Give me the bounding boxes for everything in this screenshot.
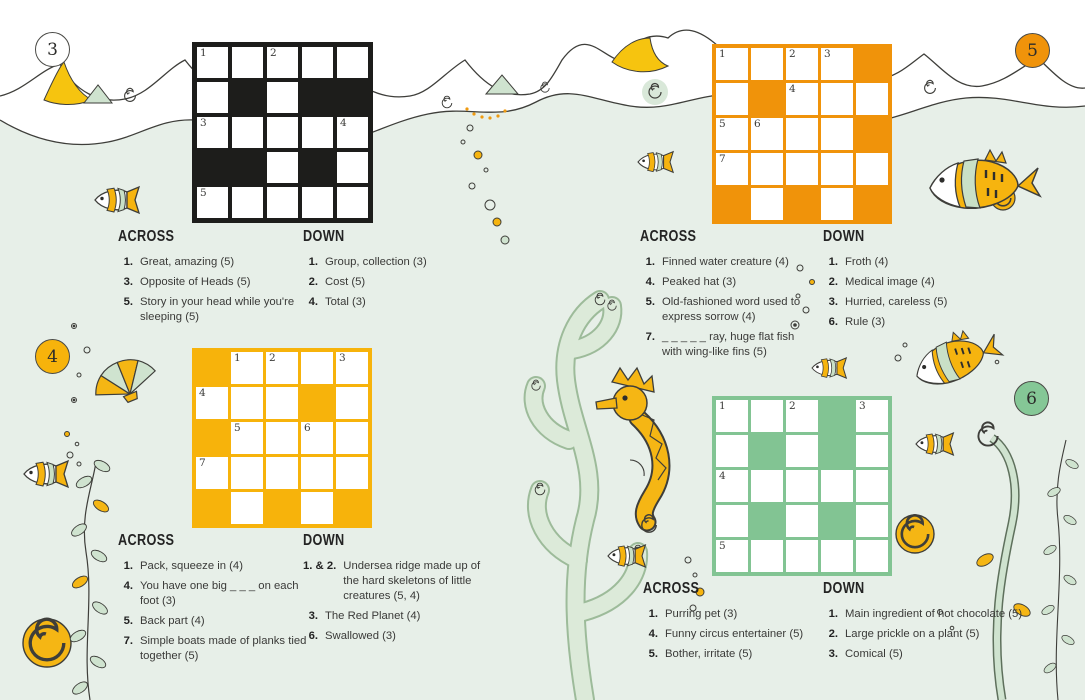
page-badge-4 — [35, 339, 70, 374]
grid-cell-block — [232, 152, 263, 183]
grid-cell[interactable] — [856, 83, 888, 115]
grid-cell[interactable] — [821, 540, 853, 572]
clue-text: Purring pet (3) — [665, 608, 738, 620]
grid-cell[interactable] — [716, 470, 748, 502]
clue-number: 5. — [123, 295, 133, 308]
grid-cell[interactable] — [267, 47, 298, 78]
grid-cell-block — [786, 188, 818, 220]
grid-cell[interactable] — [821, 470, 853, 502]
cell-number: 7 — [199, 457, 206, 469]
cell-number: 4 — [719, 470, 726, 482]
grid-cell[interactable] — [197, 47, 228, 78]
grid-cell[interactable] — [197, 187, 228, 218]
grid-cell-block — [301, 387, 333, 419]
clue-text: Pack, squeeze in (4) — [140, 560, 243, 572]
grid-cell[interactable] — [786, 153, 818, 185]
grid-cell[interactable] — [751, 153, 783, 185]
grid-cell[interactable] — [231, 457, 263, 489]
grid-cell-block — [751, 83, 783, 115]
grid-cell[interactable] — [337, 117, 368, 148]
cell-number: 2 — [789, 48, 796, 60]
grid-cell-block — [302, 152, 333, 183]
clues-heading: ACROSS — [643, 580, 700, 597]
clue-item — [823, 607, 1078, 622]
clue-number: 4. — [648, 627, 658, 640]
clue-item — [643, 607, 828, 622]
clue-item — [640, 255, 812, 270]
grid-cell[interactable] — [821, 48, 853, 80]
grid-cell-block — [856, 48, 888, 80]
cell-number: 6 — [754, 118, 761, 130]
clue-item — [823, 255, 983, 270]
clue-number: 6. — [308, 629, 318, 642]
grid-cell[interactable] — [786, 118, 818, 150]
clue-item — [118, 579, 308, 609]
clue-text: Rule (3) — [845, 315, 886, 328]
clue-item — [640, 295, 812, 325]
puzzle-5-down-clues — [823, 228, 983, 335]
clues-heading: DOWN — [823, 580, 865, 597]
cell-number: 1 — [200, 47, 207, 59]
grid-cell[interactable] — [751, 118, 783, 150]
clue-number: 3. — [828, 647, 838, 660]
clue-text: Medical image (4) — [845, 275, 935, 288]
grid-cell[interactable] — [821, 153, 853, 185]
puzzle-4-down-clues — [303, 532, 481, 649]
clue-number: 5. — [123, 614, 133, 627]
clue-text: Simple boats made of planks tied together (5) — [140, 634, 307, 662]
cell-number: 1 — [719, 48, 726, 60]
cell-number: 3 — [339, 352, 346, 364]
clue-item — [823, 647, 1078, 662]
grid-cell-block — [716, 188, 748, 220]
grid-cell[interactable] — [196, 387, 228, 419]
puzzle-4-across-clues — [118, 532, 308, 668]
grid-cell[interactable] — [751, 188, 783, 220]
clue-item — [303, 275, 468, 290]
grid-cell-block — [266, 492, 298, 524]
grid-cell[interactable] — [716, 153, 748, 185]
clue-number: 6. — [828, 315, 838, 328]
clue-item — [640, 275, 812, 290]
clue-number: 1. — [123, 560, 133, 572]
cell-number: 5 — [719, 540, 726, 552]
grid-cell[interactable] — [751, 540, 783, 572]
grid-cell[interactable] — [267, 152, 298, 183]
grid-cell[interactable] — [751, 48, 783, 80]
clue-text: Large prickle on a plant (5) — [845, 627, 980, 640]
puzzle-6-across-clues — [643, 580, 828, 667]
cell-number: 3 — [824, 48, 831, 60]
clue-item — [640, 330, 812, 360]
grid-cell[interactable] — [266, 457, 298, 489]
grid-cell[interactable] — [337, 152, 368, 183]
clue-item — [643, 627, 828, 642]
grid-cell-block — [856, 188, 888, 220]
grid-cell[interactable] — [267, 187, 298, 218]
grid-cell[interactable] — [231, 422, 263, 454]
page-badge-3 — [35, 32, 70, 67]
clue-text: You have one big _ _ _ on each foot (3) — [140, 579, 299, 607]
cell-number: 2 — [269, 352, 276, 364]
grid-cell-block — [751, 505, 783, 537]
clue-text: Froth (4) — [845, 256, 889, 268]
clue-number: 7. — [645, 330, 655, 343]
clue-item — [823, 315, 983, 330]
grid-cell[interactable] — [232, 117, 263, 148]
clue-text: Cost (5) — [325, 275, 366, 288]
grid-cell[interactable] — [337, 187, 368, 218]
page-number: 5 — [1027, 40, 1038, 61]
grid-cell-block — [196, 422, 228, 454]
grid-cell[interactable] — [301, 422, 333, 454]
clue-item — [118, 634, 308, 664]
grid-cell[interactable] — [197, 82, 228, 113]
grid-cell[interactable] — [716, 48, 748, 80]
cell-number: 5 — [234, 422, 241, 434]
clue-item — [118, 275, 300, 290]
grid-cell[interactable] — [196, 457, 228, 489]
grid-cell[interactable] — [301, 352, 333, 384]
clue-number: 1. — [648, 608, 658, 620]
clue-item — [118, 559, 308, 574]
clue-text: Main ingredient of hot chocolate (5) — [845, 608, 1023, 620]
grid-cell-block — [196, 352, 228, 384]
grid-cell-block — [821, 435, 853, 467]
grid-cell-block — [302, 82, 333, 113]
clue-number: 3. — [123, 275, 133, 288]
clue-number: 1. — [828, 256, 838, 268]
clue-number: 1. — [308, 256, 318, 268]
clue-text: Total (3) — [325, 295, 366, 308]
grid-cell[interactable] — [856, 505, 888, 537]
cell-number: 3 — [200, 117, 207, 129]
clue-item — [303, 255, 468, 270]
grid-cell[interactable] — [751, 470, 783, 502]
grid-cell[interactable] — [786, 470, 818, 502]
cell-number: 5 — [200, 187, 207, 199]
clue-text: Swallowed (3) — [325, 629, 396, 642]
grid-cell[interactable] — [716, 400, 748, 432]
clue-number: 3. — [308, 609, 318, 622]
cell-number: 1 — [234, 352, 241, 364]
clue-number: 5. — [645, 295, 655, 308]
clue-number: 1. — [645, 256, 655, 268]
page-badge-6 — [1014, 381, 1049, 416]
clue-text: _ _ _ _ _ ray, huge flat fish with wing-like fins (5) — [662, 330, 795, 358]
page-number: 3 — [47, 39, 58, 60]
cell-number: 2 — [270, 47, 277, 59]
grid-cell[interactable] — [231, 387, 263, 419]
grid-cell-block — [856, 118, 888, 150]
grid-cell[interactable] — [267, 82, 298, 113]
grid-cell[interactable] — [716, 505, 748, 537]
grid-cell[interactable] — [786, 83, 818, 115]
cell-number: 2 — [789, 400, 796, 412]
clue-text: Opposite of Heads (5) — [140, 275, 251, 288]
grid-cell[interactable] — [302, 187, 333, 218]
cell-number: 7 — [719, 153, 726, 165]
clue-number: 4. — [645, 275, 655, 288]
clues-heading: ACROSS — [640, 228, 697, 245]
page-badge-5 — [1015, 33, 1050, 68]
cell-number: 3 — [859, 400, 866, 412]
grid-cell[interactable] — [266, 422, 298, 454]
grid-cell[interactable] — [856, 435, 888, 467]
grid-cell[interactable] — [786, 400, 818, 432]
clue-number: 1. — [828, 608, 838, 620]
grid-cell-block — [337, 82, 368, 113]
puzzle-5-across-clues — [640, 228, 812, 364]
grid-cell[interactable] — [302, 117, 333, 148]
grid-cell[interactable] — [336, 457, 368, 489]
clue-number: 4. — [308, 295, 318, 308]
grid-cell[interactable] — [856, 153, 888, 185]
clue-text: The Red Planet (4) — [325, 609, 421, 622]
cell-number: 4 — [789, 83, 796, 95]
grid-cell-block — [196, 492, 228, 524]
crossword-grid-3[interactable] — [192, 42, 373, 223]
clue-text: Hurried, careless (5) — [845, 295, 948, 308]
grid-cell-block — [336, 492, 368, 524]
clue-item — [303, 295, 468, 310]
grid-cell[interactable] — [786, 48, 818, 80]
clue-item — [823, 275, 983, 290]
grid-cell[interactable] — [231, 492, 263, 524]
clues-heading: ACROSS — [118, 532, 175, 549]
clue-text: Great, amazing (5) — [140, 256, 235, 268]
grid-cell[interactable] — [786, 540, 818, 572]
clue-item — [303, 559, 481, 604]
grid-cell[interactable] — [336, 422, 368, 454]
grid-cell[interactable] — [856, 470, 888, 502]
grid-cell-block — [751, 435, 783, 467]
clues-heading: DOWN — [303, 532, 345, 549]
grid-cell[interactable] — [856, 400, 888, 432]
clue-number: 5. — [648, 647, 658, 660]
clues-heading: ACROSS — [118, 228, 175, 245]
grid-cell[interactable] — [856, 540, 888, 572]
grid-cell[interactable] — [197, 117, 228, 148]
grid-cell[interactable] — [302, 47, 333, 78]
clue-text: Old-fashioned word used to express sorrow (4) — [662, 295, 801, 323]
grid-cell[interactable] — [231, 352, 263, 384]
clue-text: Peaked hat (3) — [662, 275, 737, 288]
clues-heading: DOWN — [823, 228, 865, 245]
clue-text: Finned water creature (4) — [662, 256, 789, 268]
clue-text: Comical (5) — [845, 647, 903, 660]
grid-cell[interactable] — [786, 435, 818, 467]
cell-number: 1 — [719, 400, 726, 412]
clue-text: Funny circus entertainer (5) — [665, 627, 804, 640]
grid-cell-block — [197, 152, 228, 183]
grid-cell[interactable] — [716, 83, 748, 115]
grid-cell[interactable] — [786, 505, 818, 537]
clue-number: 1. & 2. — [303, 560, 337, 572]
clue-number: 2. — [828, 275, 838, 288]
clues-heading: DOWN — [303, 228, 345, 245]
clue-text: Group, collection (3) — [325, 256, 427, 268]
grid-cell[interactable] — [232, 187, 263, 218]
grid-cell-block — [821, 400, 853, 432]
grid-cell[interactable] — [716, 540, 748, 572]
clue-item — [303, 629, 481, 644]
grid-cell[interactable] — [232, 47, 263, 78]
grid-cell[interactable] — [267, 117, 298, 148]
clue-number: 7. — [123, 634, 133, 647]
clue-number: 4. — [123, 579, 133, 592]
cell-number: 4 — [199, 387, 206, 399]
grid-cell[interactable] — [336, 387, 368, 419]
grid-cell-block — [821, 505, 853, 537]
clue-text: Bother, irritate (5) — [665, 647, 753, 660]
page-number: 4 — [47, 346, 58, 367]
grid-cell[interactable] — [716, 118, 748, 150]
clue-item — [118, 295, 300, 325]
cell-number: 4 — [340, 117, 347, 129]
crossword-grid-4[interactable] — [192, 348, 372, 528]
grid-cell-block — [232, 82, 263, 113]
puzzle-3-across-clues — [118, 228, 300, 330]
clue-number: 3. — [828, 295, 838, 308]
clue-item — [118, 614, 308, 629]
crossword-grid-5[interactable] — [712, 44, 892, 224]
clue-number: 2. — [308, 275, 318, 288]
clue-item — [118, 255, 300, 270]
puzzle-3-down-clues — [303, 228, 468, 315]
grid-cell[interactable] — [716, 435, 748, 467]
grid-cell[interactable] — [821, 118, 853, 150]
cell-number: 6 — [304, 422, 311, 434]
clue-number: 2. — [828, 627, 838, 640]
clue-item — [823, 295, 983, 310]
grid-cell[interactable] — [751, 400, 783, 432]
clue-item — [303, 609, 481, 624]
page-number: 6 — [1026, 388, 1037, 409]
grid-cell[interactable] — [821, 188, 853, 220]
grid-cell[interactable] — [821, 83, 853, 115]
clue-item — [643, 647, 828, 662]
clue-text: Undersea ridge made up of the hard skeletons of little creatures (5, 4) — [343, 560, 481, 602]
grid-cell[interactable] — [266, 352, 298, 384]
clue-text: Back part (4) — [140, 614, 205, 627]
clue-number: 1. — [123, 256, 133, 268]
grid-cell[interactable] — [266, 387, 298, 419]
grid-cell[interactable] — [336, 352, 368, 384]
clue-item — [823, 627, 1078, 642]
puzzle-6-down-clues — [823, 580, 1078, 667]
grid-cell[interactable] — [337, 47, 368, 78]
cell-number: 5 — [719, 118, 726, 130]
grid-cell[interactable] — [301, 492, 333, 524]
clue-text: Story in your head while you're sleeping (5) — [140, 295, 295, 323]
grid-cell[interactable] — [301, 457, 333, 489]
crossword-grid-6[interactable] — [712, 396, 892, 576]
